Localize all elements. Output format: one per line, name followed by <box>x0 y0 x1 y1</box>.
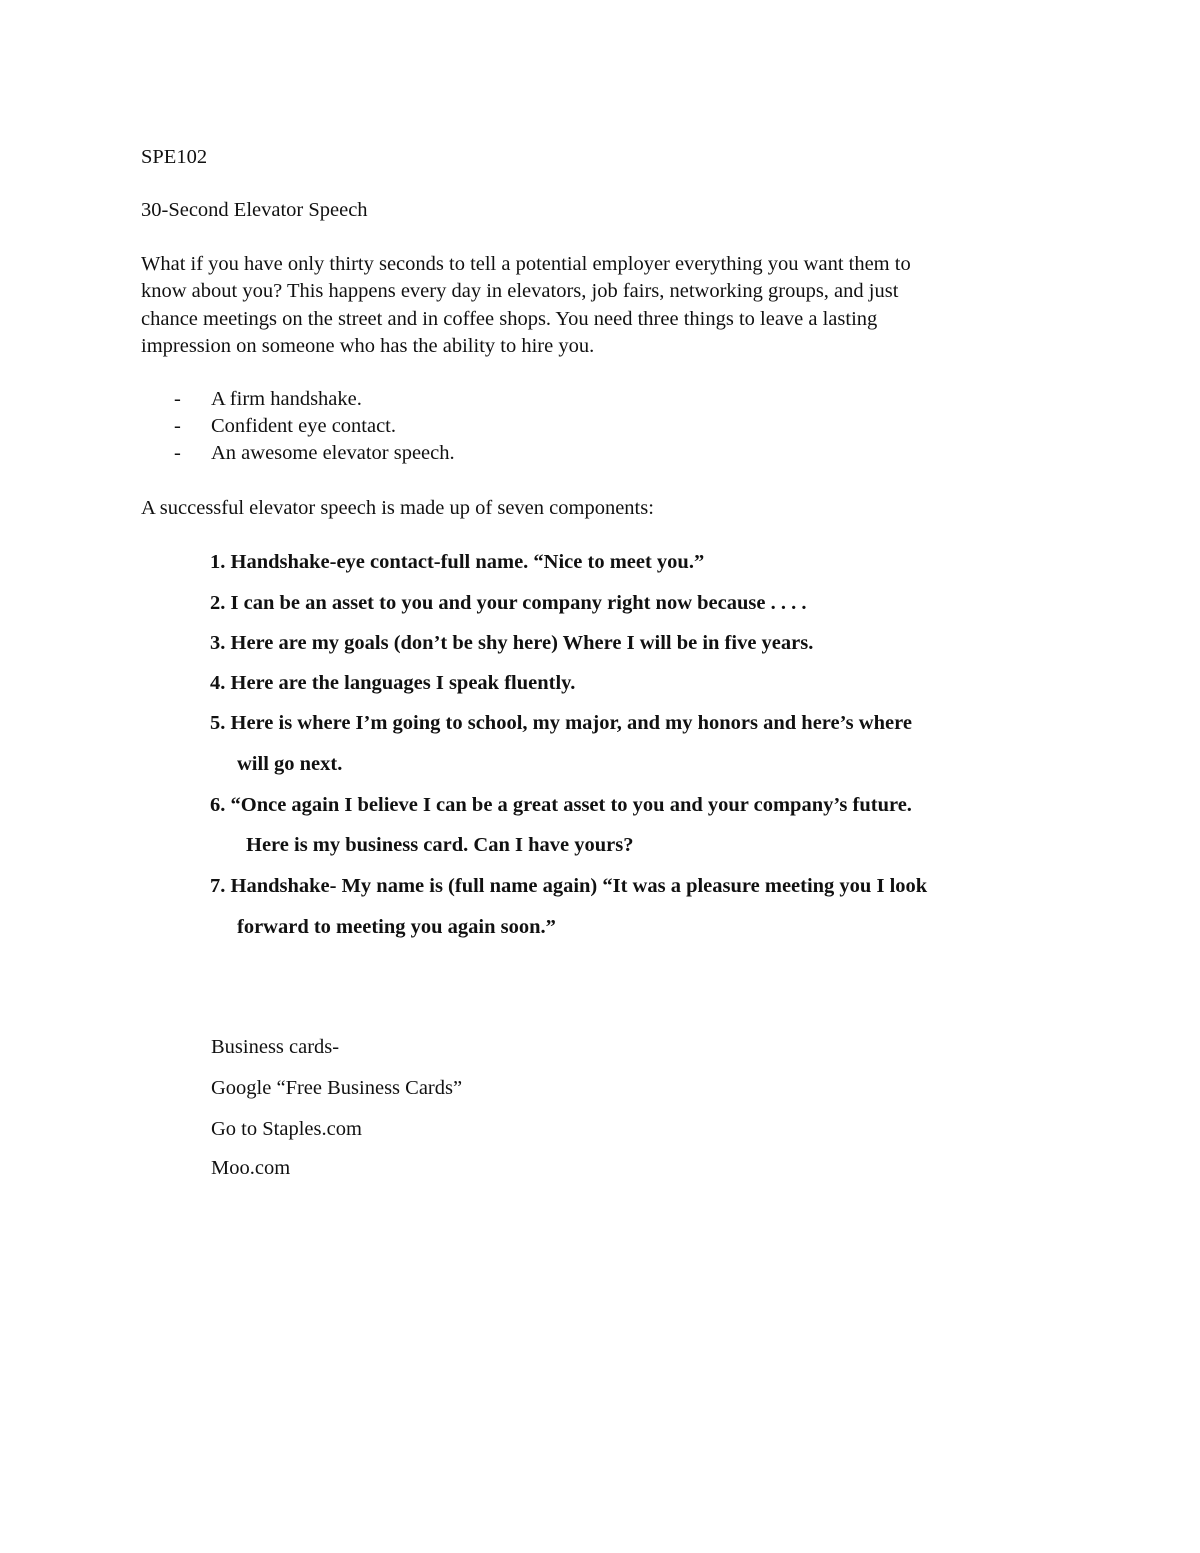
intro-line: impression on someone who has the ability to hire you. <box>141 334 595 357</box>
item-text: Handshake- My name is (full name again) “It was a pleasure meeting you I look <box>230 875 928 897</box>
item-number: 1. <box>210 551 226 573</box>
bullet-marker: - <box>174 388 181 410</box>
business-cards-line: Go to Staples.com <box>211 1118 362 1140</box>
list-item <box>210 785 912 825</box>
item-text: “Once again I believe I can be a great asset to you and your company’s future. <box>230 794 912 816</box>
course-code: SPE102 <box>141 146 208 168</box>
item-number: 5. <box>210 712 226 734</box>
item-number: 4. <box>210 672 226 694</box>
item-text: Here is where I’m going to school, my major, and my honors and here’s where <box>230 712 912 734</box>
list-item <box>210 542 704 582</box>
business-cards-heading: Business cards- <box>211 1036 340 1058</box>
item-number: 6. <box>210 794 226 816</box>
item-number: 7. <box>210 875 226 897</box>
list-item <box>210 623 813 663</box>
intro-paragraph <box>141 251 911 360</box>
item-text: Here are the languages I speak fluently. <box>230 672 576 694</box>
bullet-text: An awesome elevator speech. <box>211 442 455 464</box>
document-title: 30-Second Elevator Speech <box>141 199 368 221</box>
intro-line: chance meetings on the street and in coffee shops. You need three things to leave a lasting <box>141 307 878 330</box>
list-item <box>210 866 927 906</box>
list-item <box>210 663 575 703</box>
item-text: Handshake-eye contact-full name. “Nice to meet you.” <box>230 551 705 573</box>
item-number: 3. <box>210 632 226 654</box>
bullet-marker: - <box>174 415 181 437</box>
item-continuation: forward to meeting you again soon.” <box>237 916 556 938</box>
item-continuation: will go next. <box>237 753 343 775</box>
intro-line: What if you have only thirty seconds to tell a potential employer everything you want them to <box>141 253 911 275</box>
bullet-marker: - <box>174 442 181 464</box>
intro-line: know about you? This happens every day in elevators, job fairs, networking groups, and just <box>141 280 899 303</box>
list-item <box>210 703 912 743</box>
item-continuation: Here is my business card. Can I have yours? <box>246 834 634 856</box>
item-text: I can be an asset to you and your company right now because . . . . <box>230 592 807 614</box>
business-cards-line: Moo.com <box>211 1157 291 1179</box>
components-intro: A successful elevator speech is made up of seven components: <box>141 497 654 519</box>
business-cards-line: Google “Free Business Cards” <box>211 1077 463 1099</box>
bullet-text: A firm handshake. <box>211 388 362 410</box>
list-item <box>210 583 806 623</box>
item-number: 2. <box>210 592 226 614</box>
item-text: Here are my goals (don’t be shy here) Where I will be in five years. <box>230 632 814 654</box>
bullet-text: Confident eye contact. <box>211 415 397 437</box>
